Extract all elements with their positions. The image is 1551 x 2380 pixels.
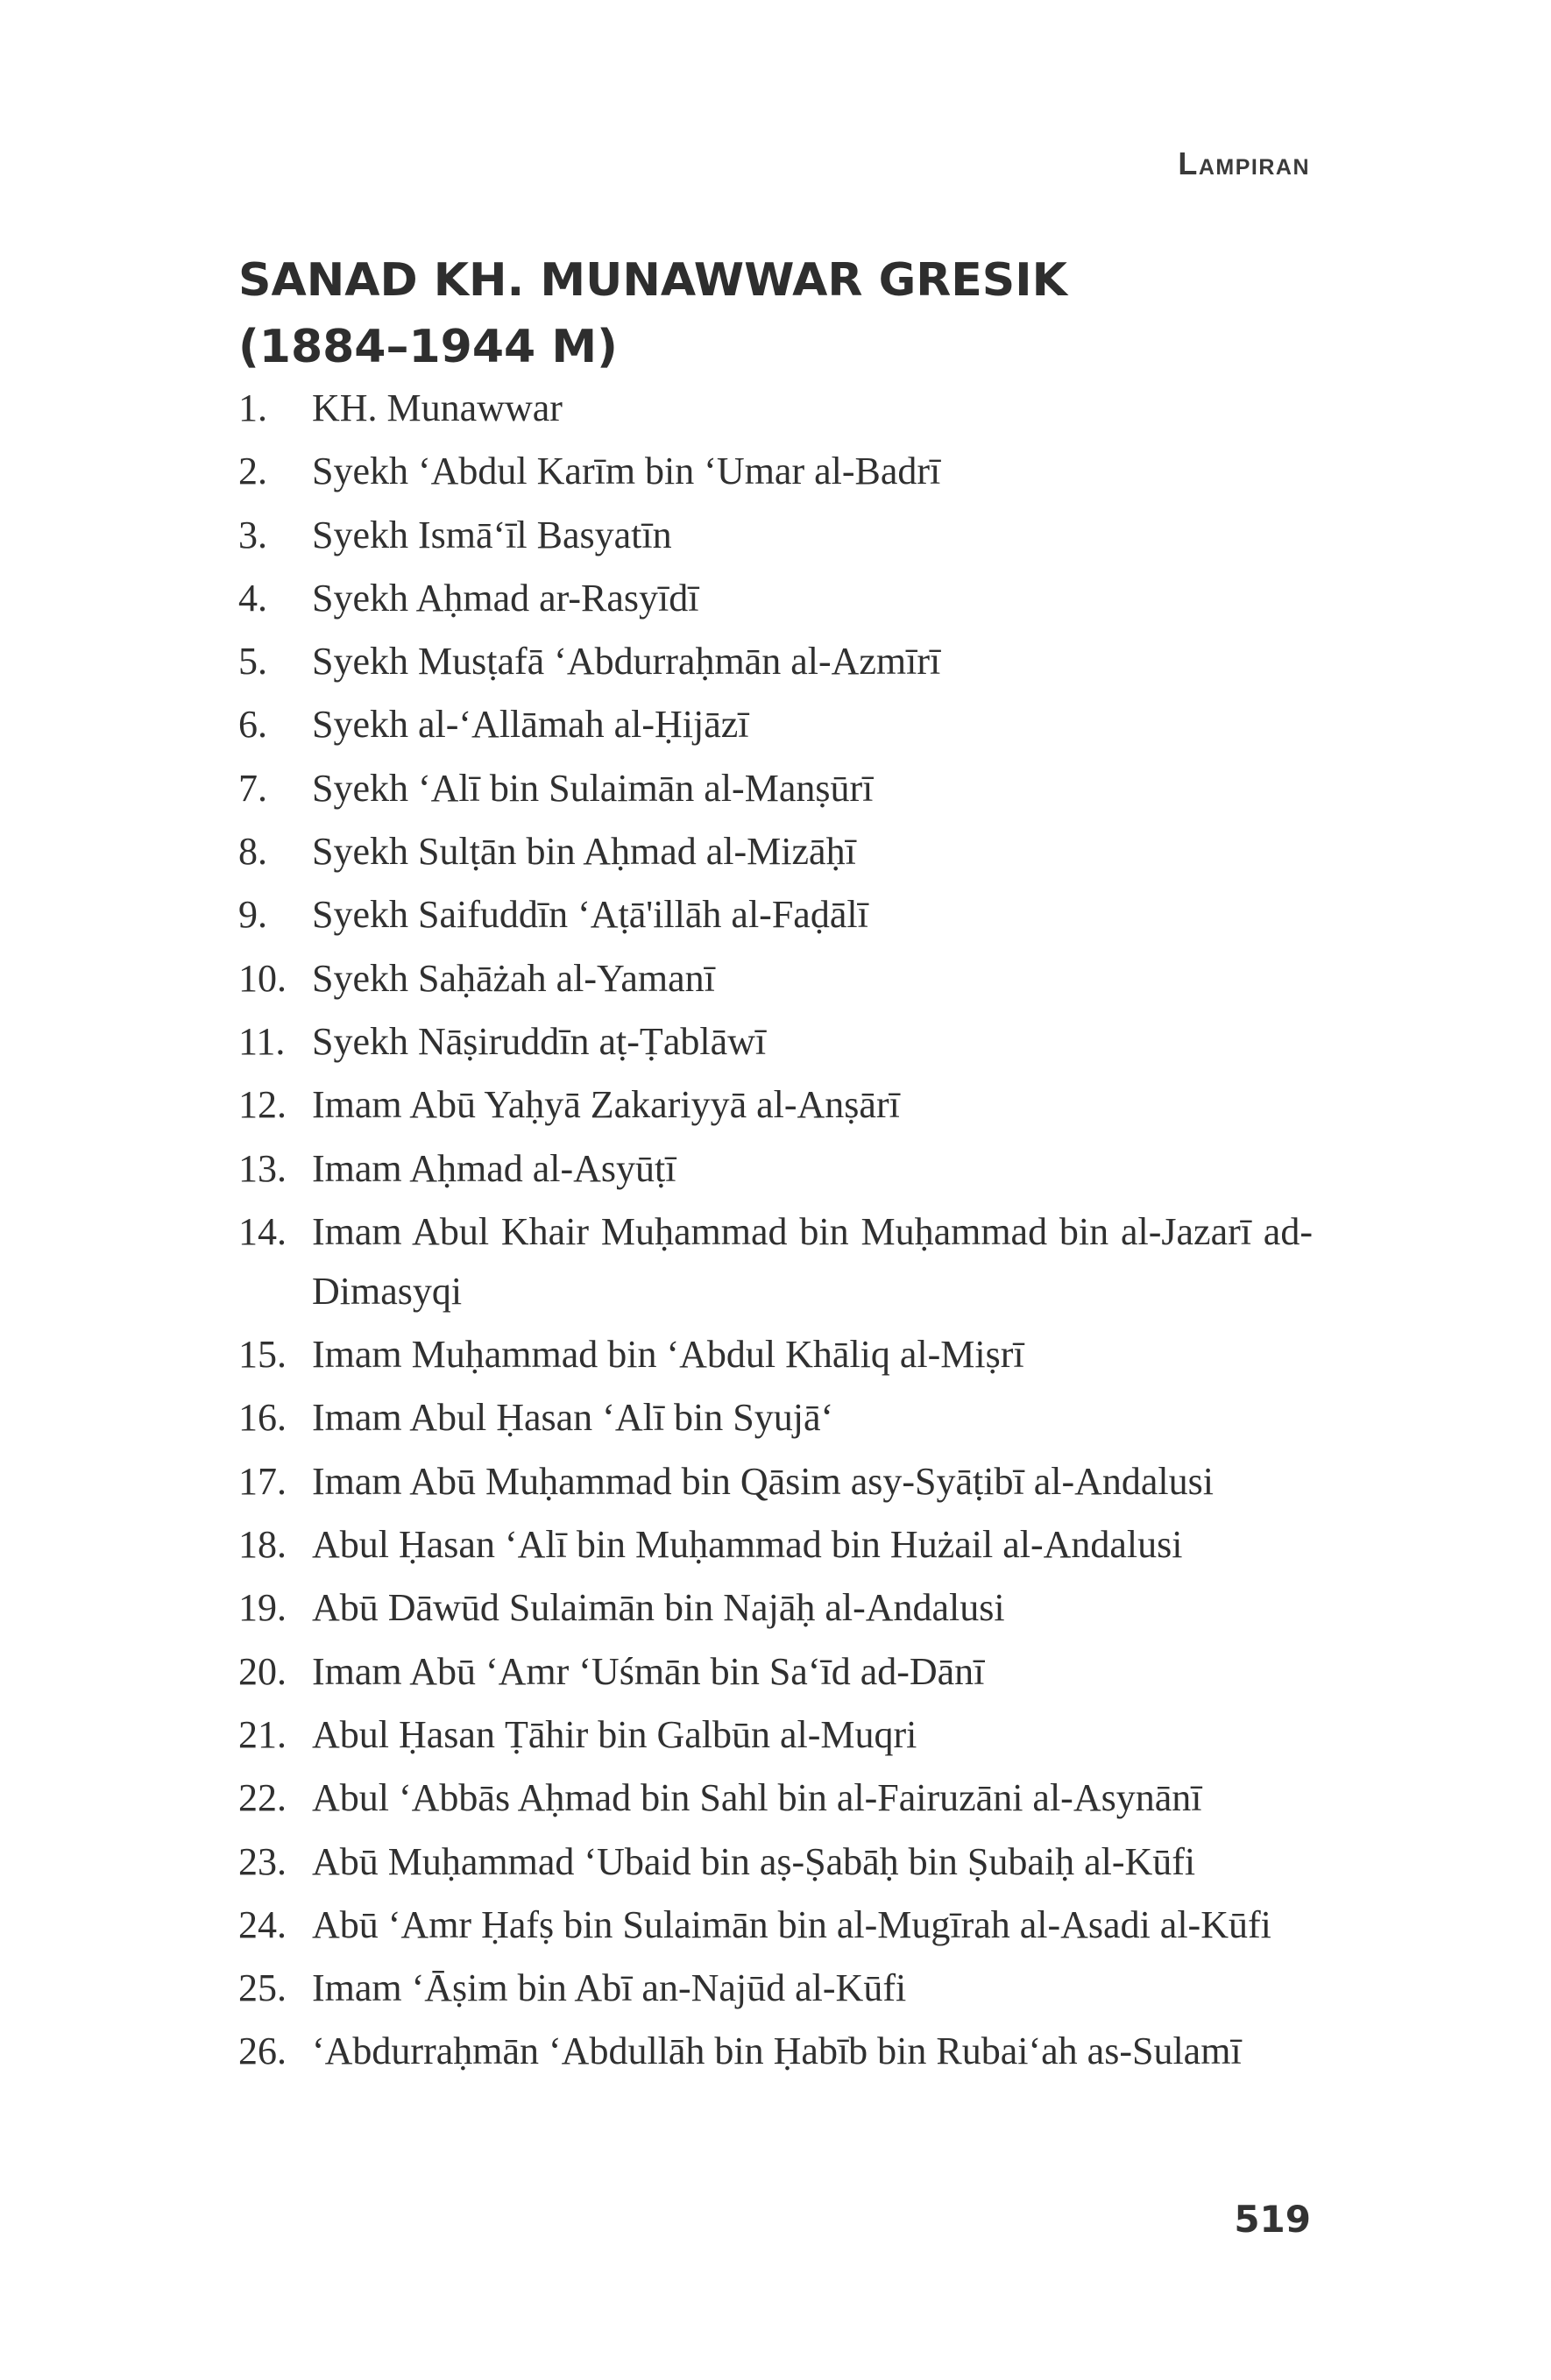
item-text: Syekh Sulṭān bin Aḥmad al-Mizāḥī [312,830,856,874]
list-item [238,1452,1313,1512]
list-item [238,1388,1313,1448]
item-text: Abul ‘Abbās Aḥmad bin Sahl bin al-Fairuzāni al-Asynānī [312,1776,1202,1820]
page-number: 519 [1234,2198,1311,2241]
item-text: Imam Muḥammad bin ‘Abdul Khāliq al-Miṣrī [312,1333,1024,1377]
item-number: 14. [238,1209,287,1253]
item-number: 2. [238,450,267,493]
item-number: 9. [238,893,267,937]
item-text: Abul Ḥasan Ṭāhir bin Galbūn al-Muqri [312,1712,917,1756]
item-number: 13. [238,1146,287,1190]
item-number: 17. [238,1459,287,1503]
item-number: 23. [238,1839,287,1883]
list-item [238,1578,1313,1638]
item-text: Syekh Nāṣiruddīn aṭ-Ṭablāwī [312,1019,767,1063]
item-text: Syekh ‘Abdul Karīm bin ‘Umar al-Badrī [312,450,941,493]
item-number: 5. [238,640,267,684]
item-text: Syekh Musṭafā ‘Abdurraḥmān al-Azmīrī [312,640,941,684]
section-title-line-2: (1884–1944 M) [238,321,618,373]
item-number: 11. [238,1019,286,1063]
item-text: Syekh Saifuddīn ‘Aṭā'illāh al-Faḍālī [312,893,868,937]
item-number: 20. [238,1649,287,1693]
list-item [238,1642,1313,1702]
sanad-chain-list [238,379,1313,2086]
running-header: Lampiran [1178,145,1310,181]
item-text: ‘Abdurraḥmān ‘Abdullāh bin Ḥabīb bin Rubai‘ah as-Sulamī [312,2029,1242,2073]
item-number: 8. [238,830,267,874]
item-number: 10. [238,956,287,1000]
item-number: 24. [238,1902,287,1946]
list-item [238,1515,1313,1575]
item-number: 26. [238,2029,287,2073]
list-item [238,949,1313,1009]
list-item [238,1075,1313,1135]
item-text: Syekh Saḥāżah al-Yamanī [312,956,715,1000]
item-text: Abū ‘Amr Ḥafṣ bin Sulaimān bin al-Mugīrah al-Asadi al-Kūfi [312,1902,1271,1946]
item-number: 18. [238,1523,287,1567]
item-number: 7. [238,766,267,810]
list-item [238,1012,1313,1072]
item-text: Imam Abul Khair Muḥammad bin Muḥammad bin al-Jazarī ad-Dimasyqi [312,1209,1313,1313]
item-number: 15. [238,1333,287,1377]
item-number: 12. [238,1083,287,1127]
item-text: Syekh Aḥmad ar-Rasyīdī [312,576,699,620]
list-item [238,1325,1313,1385]
item-number: 16. [238,1396,287,1440]
item-number: 22. [238,1776,287,1820]
list-item [238,1705,1313,1765]
item-number: 21. [238,1712,287,1756]
item-text: Imam Abū Muḥammad bin Qāsim asy-Syāṭibī al-Andalusi [312,1459,1214,1503]
item-text: Syekh ‘Alī bin Sulaimān al-Manṣūrī [312,766,874,810]
list-item [238,506,1313,565]
item-text: Syekh Ismā‘īl Basyatīn [312,513,672,556]
list-item [238,885,1313,945]
item-text: KH. Munawwar [312,386,563,429]
item-number: 6. [238,703,267,747]
list-item [238,1768,1313,1828]
item-text: Abul Ḥasan ‘Alī bin Muḥammad bin Hużail al-Andalusi [312,1523,1183,1567]
item-number: 3. [238,513,267,556]
list-item [238,2022,1313,2081]
item-text: Imam Aḥmad al-Asyūṭī [312,1146,676,1190]
item-text: Abū Muḥammad ‘Ubaid bin aṣ-Ṣabāḥ bin Ṣubaiḥ al-Kūfi [312,1839,1196,1883]
list-item [238,822,1313,882]
list-item [238,569,1313,628]
item-number: 25. [238,1966,287,2010]
list-item [238,632,1313,691]
item-text: Imam ‘Āṣim bin Abī an-Najūd al-Kūfi [312,1966,907,2010]
list-item [238,379,1313,438]
section-title [238,247,1316,380]
list-item [238,1139,1313,1199]
item-text: Abū Dāwūd Sulaimān bin Najāḥ al-Andalusi [312,1586,1005,1630]
item-number: 4. [238,576,267,620]
item-number: 19. [238,1586,287,1630]
item-number: 1. [238,386,267,429]
list-item [238,1895,1313,1955]
list-item [238,1832,1313,1892]
item-text: Imam Abū ‘Amr ‘Uśmān bin Sa‘īd ad-Dānī [312,1649,985,1693]
list-item [238,1202,1313,1321]
list-item [238,759,1313,818]
list-item [238,1959,1313,2018]
item-text: Syekh al-‘Allāmah al-Ḥijāzī [312,703,749,747]
item-text: Imam Abul Ḥasan ‘Alī bin Syujā‘ [312,1396,834,1440]
list-item [238,442,1313,501]
section-title-line-1: SANAD KH. MUNAWWAR GRESIK [238,254,1067,307]
list-item [238,695,1313,754]
item-text: Imam Abū Yaḥyā Zakariyyā al-Anṣārī [312,1083,900,1127]
